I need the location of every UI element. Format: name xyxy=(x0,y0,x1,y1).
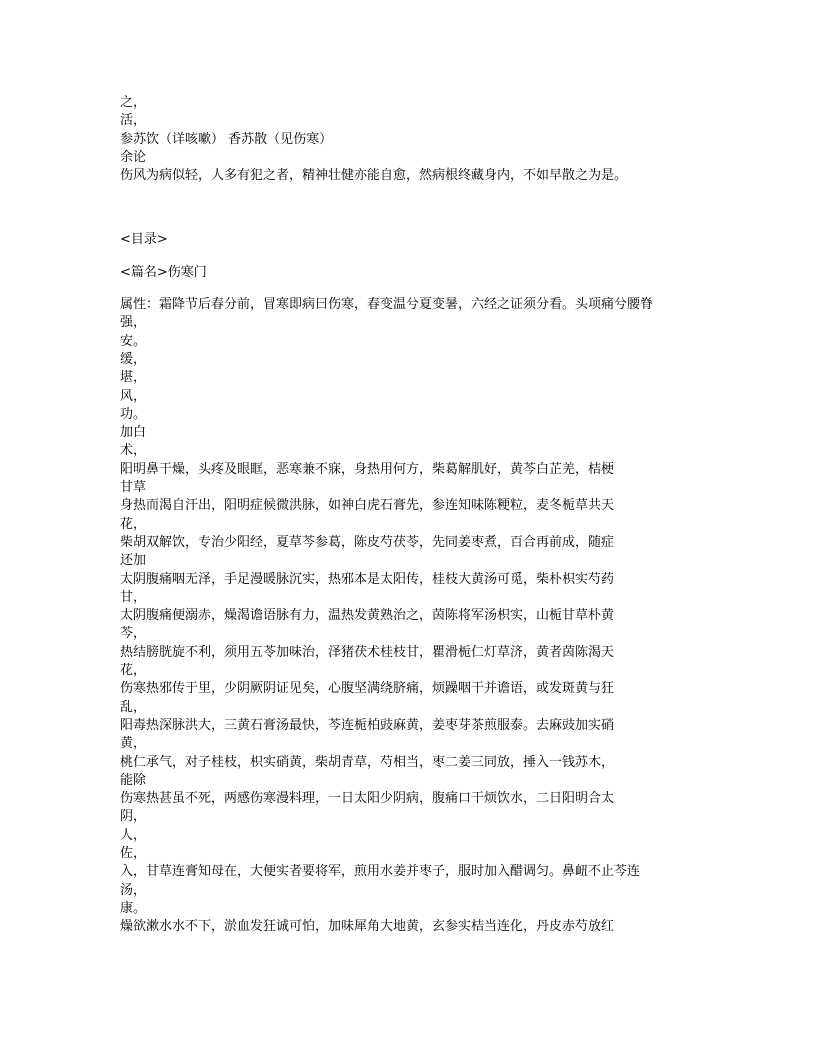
text-line: 阳明鼻干燥，头疼及眼眶，恶寒兼不寐，身热用何方，柴葛解肌好，黄芩白芷羌，桔梗 xyxy=(120,461,615,477)
text-line: 属性：霜降节后春分前，冒寒即病曰伤寒，春变温兮夏变暑，六经之证须分看。头项痛兮腰脊 xyxy=(120,297,654,313)
text-line: 参苏饮（详咳嗽） 香苏散（见伤寒） xyxy=(120,131,333,147)
toc-marker: <目录> xyxy=(120,232,168,248)
text-line: 甘， xyxy=(120,589,147,605)
text-line: 还加 xyxy=(120,553,147,569)
text-line: 强， xyxy=(120,315,147,331)
text-line: 花， xyxy=(120,663,147,679)
text-line: 汤， xyxy=(120,882,147,898)
text-line: 芩， xyxy=(120,626,147,642)
text-line: 燥欲漱水水不下，淤血发狂诚可怕，加味犀角大地黄，玄参实桔当连化，丹皮赤芍放红 xyxy=(120,919,615,935)
text-line: 伤风为病似轻，人多有犯之者，精神壮健亦能自愈，然病根终藏身内，不如早散之为是。 xyxy=(120,168,628,184)
text-line: 之， xyxy=(120,95,147,110)
chapter-content xyxy=(120,296,700,973)
text-line: 柴胡双解饮，专治少阳经，夏草芩参葛，陈皮芍茯苓，先同姜枣煮，百合再前成，随症 xyxy=(120,534,615,550)
text-line: 佐， xyxy=(120,845,147,861)
text-line: 安。 xyxy=(120,333,147,349)
text-line: 乱， xyxy=(120,699,147,715)
chapter-title: <篇名>伤寒门 xyxy=(120,264,207,280)
text-line: 风， xyxy=(120,388,147,404)
text-line: 花， xyxy=(120,516,147,532)
text-line: 堪， xyxy=(120,370,147,386)
text-line xyxy=(120,936,700,954)
text-line: 桃仁承气，对子桂枝，枳实硝黄，柴胡青草，芍相当，枣二姜三同放，捶入一钱苏木， xyxy=(120,754,615,770)
spacer xyxy=(120,250,700,264)
text-line: 术， xyxy=(120,443,147,459)
text-line xyxy=(120,955,700,973)
text-line: 黄， xyxy=(120,736,147,752)
text-line: 加白 xyxy=(120,425,147,441)
text-line: 康。 xyxy=(120,900,147,916)
spacer xyxy=(120,185,700,231)
text-line: 缓， xyxy=(120,351,147,367)
document-body xyxy=(120,94,700,973)
text-line: 阳毒热深脉洪大，三黄石膏汤最快，芩连栀柏豉麻黄，姜枣芽茶煎服泰。去麻豉加实硝 xyxy=(120,717,615,733)
text-line: 身热而渴自汗出，阳明症候微洪脉，如神白虎石膏先，参连知味陈粳粒，麦冬栀草共天 xyxy=(120,498,615,514)
text-line: 阴， xyxy=(120,809,147,825)
text-line: 伤寒热邪传于里，少阴厥阴证见矣，心腹坚满绕脐痛，烦躁咽干并谵语，或发斑黄与狂 xyxy=(120,681,615,697)
text-line: 人， xyxy=(120,827,147,843)
text-line: 入，甘草连膏知母在，大便实者要将军，煎用水姜并枣子，服时加入醋调匀。鼻衄不止芩连 xyxy=(120,864,641,880)
text-line: 活， xyxy=(120,113,147,129)
section-heading: 余论 xyxy=(120,149,147,165)
text-line: 热结膀胱旋不利，须用五苓加味治，泽猪茯术桂枝甘，瞿滑栀仁灯草济，黄者茵陈渴天 xyxy=(120,644,615,660)
text-line: 功。 xyxy=(120,406,147,422)
text-line: 能除 xyxy=(120,772,147,788)
text-line: 太阴腹痛便溺赤，燥渴谵语脉有力，温热发黄熟治之，茵陈将军汤枳实，山栀甘草朴黄 xyxy=(120,608,615,624)
text-line: 太阴腹痛咽无泽，手足漫暖脉沉实，热邪本是太阳传，桂枝大黄汤可觅，柴朴枳实芍药 xyxy=(120,571,615,587)
spacer xyxy=(120,282,700,296)
text-line: 伤寒热甚虽不死，两感伤寒漫料理，一日太阳少阴病，腹痛口干烦饮水，二日阳明合太 xyxy=(120,791,615,807)
text-line: 甘草 xyxy=(120,480,147,496)
